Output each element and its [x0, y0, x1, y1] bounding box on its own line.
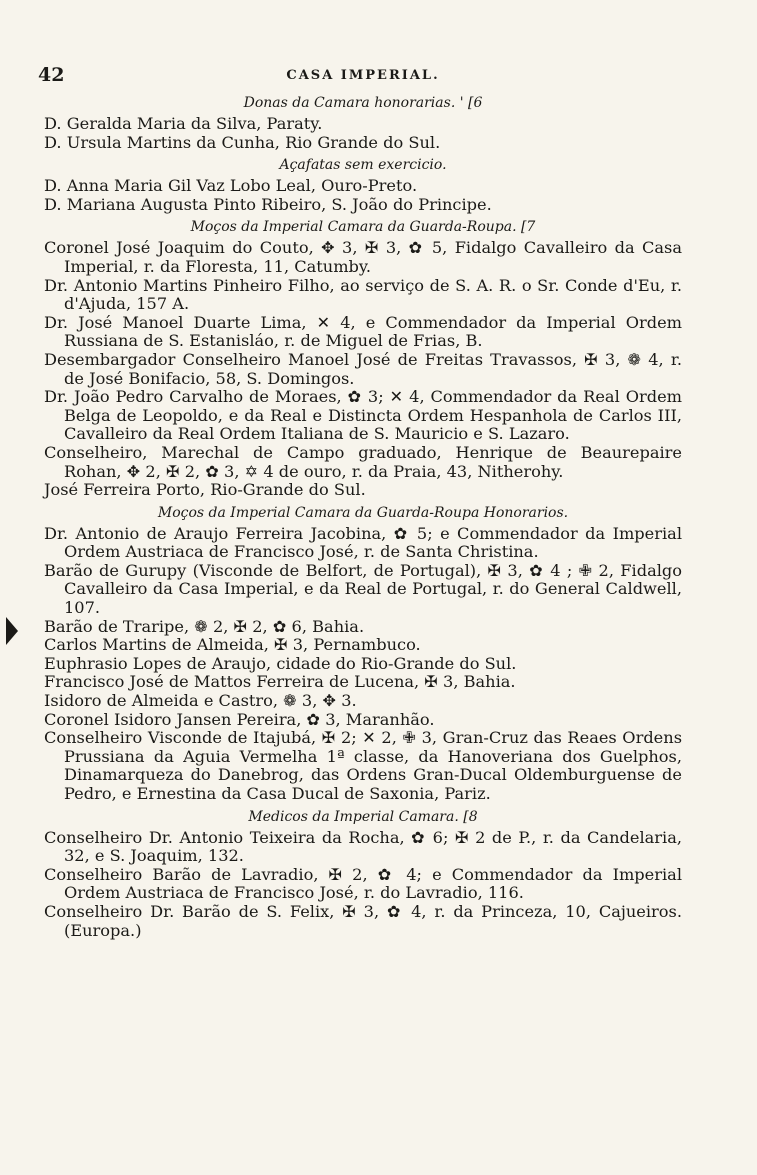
list-item: Conselheiro Dr. Barão de S. Felix, ✠ 3, ✿ 4, r. da Princeza, 10, Cajueiros. (Europa.): [44, 901, 682, 940]
list-item: Dr. João Pedro Carvalho de Moraes, ✿ 3; ✕ 4, Commendador da Real Ordem Belga de Leopoldo, e da Real e Distincta Ordem Hespanhola de Carlos III, Cavalleiro da Real Ordem Italiana de S. Mauricio e S. Lazaro.: [44, 387, 682, 444]
list-item: Barão de Gurupy (Visconde de Belfort, de Portugal), ✠ 3, ✿ 4 ; ✙ 2, Fidalgo Cavalleiro da Casa Imperial, e da Real de Portugal, r. do General Caldwell, 107.: [44, 560, 682, 618]
page-header: [38, 64, 682, 90]
document-page: [38, 64, 682, 940]
list-item: Carlos Martins de Almeida, ✠ 3, Pernambuco.: [44, 635, 421, 655]
list-item: D. Ursula Martins da Cunha, Rio Grande do Sul.: [44, 132, 441, 152]
running-title: CASA IMPERIAL.: [286, 68, 440, 83]
section-mocos-honorarios: [44, 503, 682, 804]
list-item: Barão de Traripe, ❁ 2, ✠ 2, ✿ 6, Bahia.: [44, 616, 365, 636]
list-item: Coronel José Joaquim do Couto, ✥ 3, ✠ 3, ✿ 5, Fidalgo Cavalleiro da Casa Imperial, r. da Floresta, 11, Catumby.: [44, 238, 682, 276]
list-item: D. Mariana Augusta Pinto Ribeiro, S. João do Principe.: [44, 194, 492, 214]
section-title: Medicos da Imperial Camara. [8: [248, 808, 478, 825]
list-item: Dr. Antonio de Araujo Ferreira Jacobina, ✿ 5; e Commendador da Imperial Ordem Austriaca de Francisco José, r. de Santa Christina.: [44, 523, 682, 562]
page-number: 42: [38, 64, 65, 86]
section-title: Moços da Imperial Camara da Guarda-Roupa Honorarios.: [157, 504, 569, 521]
list-item: Conselheiro, Marechal de Campo graduado, Henrique de Beaurepaire Rohan, ✥ 2, ✠ 2, ✿ 3, ✡ 4 de ouro, r. da Praia, 43, Nitherohy.: [44, 442, 682, 481]
list-item: Euphrasio Lopes de Araujo, cidade do Rio-Grande do Sul.: [44, 653, 517, 673]
section-title: Açafatas sem exercicio.: [279, 157, 447, 174]
section-mocos-guarda-roupa: [44, 217, 682, 499]
list-item: Conselheiro Dr. Antonio Teixeira da Rocha, ✿ 6; ✠ 2 de P., r. da Candelaria, 32, e S. Joaquim, 132.: [44, 827, 682, 866]
list-item: Conselheiro Visconde de Itajubá, ✠ 2; ✕ 2, ✙ 3, Gran-Cruz das Reaes Ordens Prussiana da Aguia Vermelha 1ª classe, da Hanoveriana dos Guelphos, Dinamarqueza do Danebrog, das Ordens Gran-Ducal Oldemburguense de Pedro, e Ernestina da Casa Ducal de Saxonia, Pariz.: [44, 728, 682, 803]
list-item: Francisco José de Mattos Ferreira de Lucena, ✠ 3, Bahia.: [44, 672, 516, 692]
section-acafatas: [44, 155, 682, 214]
list-item: Coronel Isidoro Jansen Pereira, ✿ 3, Maranhão.: [44, 709, 435, 729]
section-donas-honorarias: [44, 93, 682, 152]
list-item: D. Anna Maria Gil Vaz Lobo Leal, Ouro-Preto.: [44, 176, 418, 196]
list-item: Conselheiro Barão de Lavradio, ✠ 2, ✿ 4; e Commendador da Imperial Ordem Austriaca de Francisco José, r. do Lavradio, 116.: [44, 864, 682, 903]
section-title: Moços da Imperial Camara da Guarda-Roupa. [7: [190, 219, 536, 236]
list-item: Desembargador Conselheiro Manoel José de Freitas Travassos, ✠ 3, ❁ 4, r. de José Bonifacio, 58, S. Domingos.: [44, 349, 682, 388]
list-item: D. Geralda Maria da Silva, Paraty.: [44, 114, 323, 133]
list-item: Dr. José Manoel Duarte Lima, ✕ 4, e Commendador da Imperial Ordem Russiana de S. Estanisláo, r. de Miguel de Frias, B.: [44, 312, 682, 351]
list-item: José Ferreira Porto, Rio-Grande do Sul.: [44, 480, 366, 500]
list-item: Isidoro de Almeida e Castro, ❁ 3, ✥ 3.: [44, 691, 357, 711]
section-title: Donas da Camara honorarias. ' [6: [243, 95, 483, 111]
section-medicos: [44, 807, 682, 941]
list-item: Dr. Antonio Martins Pinheiro Filho, ao serviço de S. A. R. o Sr. Conde d'Eu, r. d'Ajuda, 157 A.: [44, 275, 682, 314]
margin-marker-icon: [6, 617, 18, 645]
